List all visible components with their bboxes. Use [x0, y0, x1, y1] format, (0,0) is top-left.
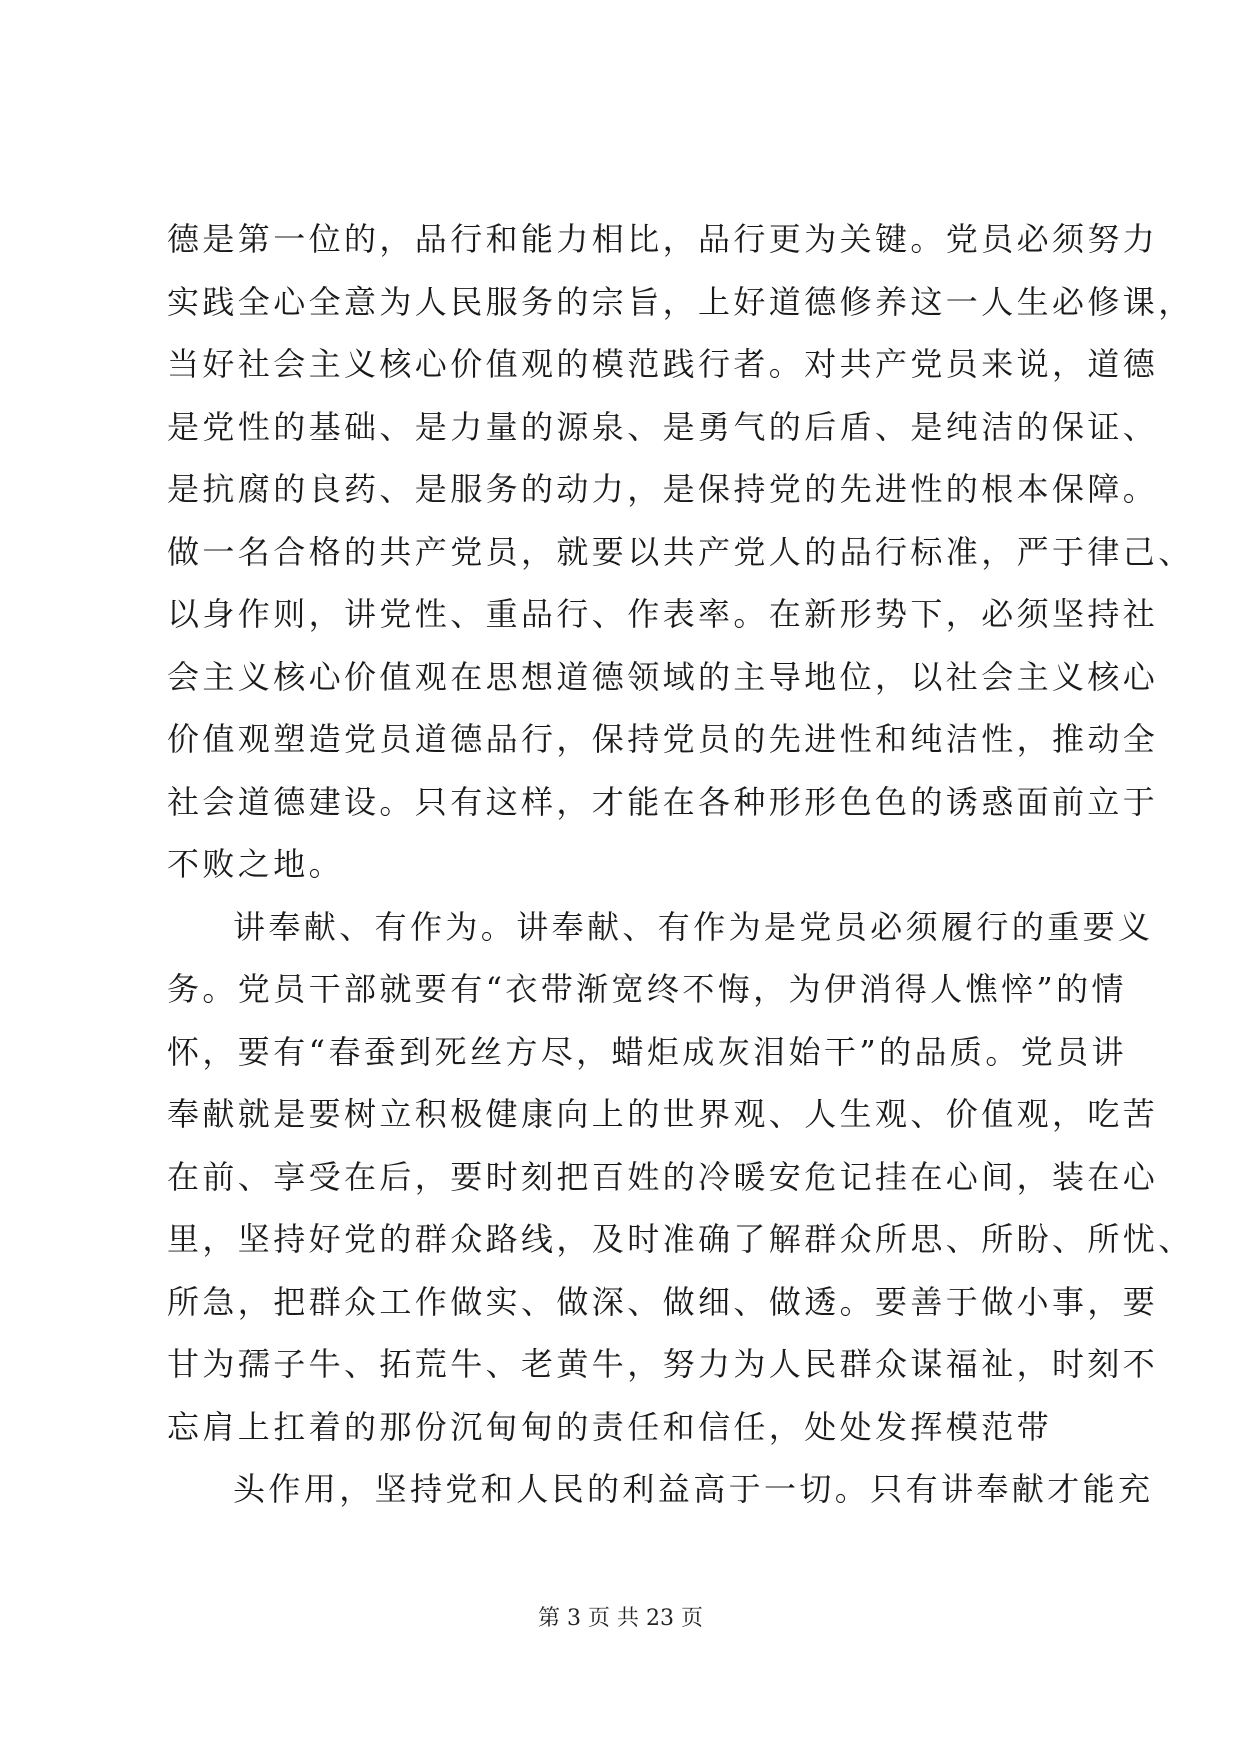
paragraph-start-line: 头作用，坚持党和人民的利益高于一切。只有讲奉献才能充 — [233, 1470, 1154, 1508]
text-line: 怀，要有“春蚕到死丝方尽，蜡炬成灰泪始干”的品质。党员讲 — [167, 1032, 1127, 1071]
text-line: 务。党员干部就要有“衣带渐宽终不悔，为伊消得人憔悴”的情 — [167, 970, 1127, 1008]
page-number-footer: 第 3 页 共 23 页 — [538, 1606, 703, 1631]
text-line: 会主义核心价值观在思想道德领域的主导地位，以社会主义核心 — [167, 657, 1159, 696]
text-line: 德是第一位的，品行和能力相比，品行更为关键。党员必须努力 — [167, 220, 1159, 258]
text-line: 实践全心全意为人民服务的宗旨，上好道德修养这一人生必修课， — [167, 282, 1194, 321]
text-line: 做一名合格的共产党员，就要以共产党人的品行标准，严于律己、 — [167, 532, 1194, 571]
text-line: 里，坚持好党的群众路线，及时准确了解群众所思、所盼、所忧、 — [167, 1220, 1194, 1258]
text-line: 奉献就是要树立积极健康向上的世界观、人生观、价值观，吃苦 — [167, 1095, 1159, 1133]
text-line: 当好社会主义核心价值观的模范践行者。对共产党员来说，道德 — [167, 345, 1159, 383]
paragraph-start-line: 讲奉献、有作为。讲奉献、有作为是党员必须履行的重要义 — [233, 907, 1154, 946]
text-line: 不败之地。 — [167, 845, 345, 883]
text-line: 甘为孺子牛、拓荒牛、老黄牛，努力为人民群众谋福祉，时刻不 — [167, 1345, 1159, 1383]
text-line: 是抗腐的良药、是服务的动力，是保持党的先进性的根本保障。 — [167, 470, 1159, 508]
text-line: 是党性的基础、是力量的源泉、是勇气的后盾、是纯洁的保证、 — [167, 407, 1159, 446]
body-text — [167, 208, 1194, 1521]
text-line: 以身作则，讲党性、重品行、作表率。在新形势下，必须坚持社 — [167, 595, 1159, 633]
text-line: 在前、享受在后，要时刻把百姓的冷暖安危记挂在心间，装在心 — [167, 1157, 1159, 1196]
text-line: 忘肩上扛着的那份沉甸甸的责任和信任，处处发挥模范带 — [167, 1407, 1053, 1446]
text-line: 所急，把群众工作做实、做深、做细、做透。要善于做小事，要 — [167, 1282, 1159, 1321]
text-line: 社会道德建设。只有这样，才能在各种形形色色的诱惑面前立于 — [167, 782, 1159, 821]
text-line: 价值观塑造党员道德品行，保持党员的先进性和纯洁性，推动全 — [167, 720, 1159, 758]
